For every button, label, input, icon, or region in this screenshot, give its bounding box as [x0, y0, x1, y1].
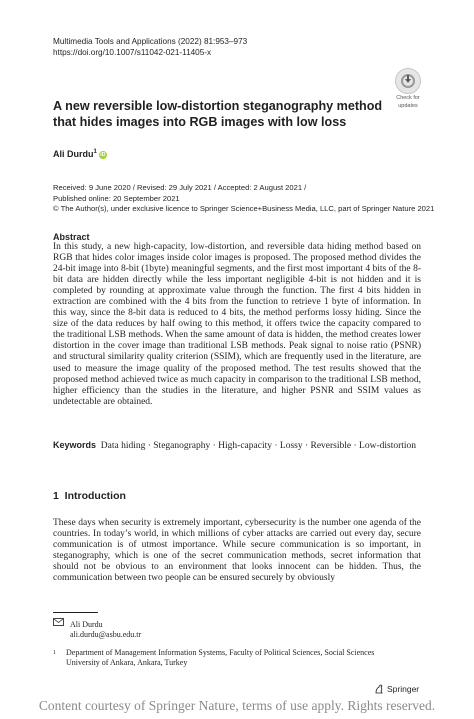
- published-line: Published online: 20 September 2021: [53, 193, 180, 203]
- footnote-divider: [53, 612, 98, 613]
- author-name[interactable]: Ali Durdu: [53, 149, 94, 159]
- orcid-icon[interactable]: iD: [100, 152, 106, 158]
- keywords-label: Keywords: [53, 440, 97, 450]
- keywords: [53, 439, 421, 452]
- courtesy-watermark: Content courtesy of Springer Nature, terms of use apply. Rights reserved.: [38, 698, 436, 713]
- journal-citation: [53, 37, 247, 58]
- affiliation-footnote: [53, 648, 421, 668]
- contact-email[interactable]: ali.durdu@asbu.edu.tr: [70, 630, 142, 639]
- abstract-heading: Abstract: [53, 232, 90, 242]
- keywords-list: Data hiding · Steganography · High-capacity · Lossy · Reversible · Low-distortion: [100, 441, 417, 451]
- article-history: [53, 183, 434, 215]
- contact-name: Ali Durdu: [70, 620, 103, 629]
- springer-horse-icon: [374, 684, 384, 694]
- affiliation-line-1: Department of Management Information Systems, Faculty of Political Sciences, Social Sciences: [66, 648, 375, 657]
- abstract-text: In this study, a new high-capacity, low-distortion, and reversible data hiding method based on RGB that hides color images inside color images is proposed. The proposed method divides the 24-bit image into 8-bit (1byte) meaningful segments, and the first most important 4 bits of the 8-bit data are hidden directly while the less important negligible 4-bit is not hidden and it is completed by rounding at approximate value through the function. The first 4 bits hidden in extraction are combined with the 4 bits from the function to retrieve 1 byte of information. In this way, since the 8-bit data is reduced to 4 bits, the method performs lossy hiding. Since the size of the data reduces by half owing to this method, it offers twice the capacity compared to the traditional LSB methods. When the same amount of data is hidden, the method creates lower distortion in the cover image than traditional LSB methods. Peak signal to noise ratio (PSNR) and structural similarity quality criterion (SSIM), which are frequently used in the literature, are used to measure the image quality of the proposed method. The test results showed that the proposed method achieved twice as much capacity in comparison to the traditional LSB method, higher efficiency than the studies in the literature, and higher PSNR and SSIM values as undetectable are obtained.: [53, 242, 421, 407]
- author-affiliation-mark: 1: [93, 149, 97, 155]
- section-heading-introduction: 1 Introduction: [53, 490, 126, 502]
- doi-link[interactable]: https://doi.org/10.1007/s11042-021-11405-x: [53, 47, 212, 57]
- dates-line: Received: 9 June 2020 / Revised: 29 July 2021 / Accepted: 2 August 2021 /: [53, 183, 307, 192]
- copyright-line: © The Author(s), under exclusive licence to Springer Science+Business Media, LLC, part of Springer Nature 2021: [53, 204, 435, 213]
- envelope-icon: [53, 618, 64, 626]
- affiliation-number: 1: [53, 650, 56, 656]
- author-line: [53, 149, 107, 159]
- affiliation-line-2: University of Ankara, Ankara, Turkey: [66, 658, 188, 667]
- badge-label-1: Check for: [396, 95, 420, 101]
- badge-label-2: updates: [398, 102, 418, 109]
- introduction-text: These days when security is extremely important, cybersecurity is the number one agenda of the countries. In today’s world, in which millions of cyber attacks are carried out every day, secure communication is of utmost importance. While secure communication is so important, in steganography, which is one of the secret communication methods, secret information that should not be obvious to an environment that looks innocent can be hidden. Thus, the communication between two people can be ensured securely by obviously: [53, 518, 421, 584]
- article-title: A new reversible low-distortion steganography method that hides images into RGB images with low loss: [53, 99, 383, 129]
- journal-line: Multimedia Tools and Applications (2022) 81:953–973: [53, 37, 248, 46]
- check-for-updates-icon: [395, 68, 421, 94]
- publisher-logo: [374, 684, 419, 694]
- check-for-updates-badge[interactable]: [390, 68, 426, 112]
- corresponding-author: [53, 618, 141, 640]
- publisher-name: Springer: [387, 684, 420, 694]
